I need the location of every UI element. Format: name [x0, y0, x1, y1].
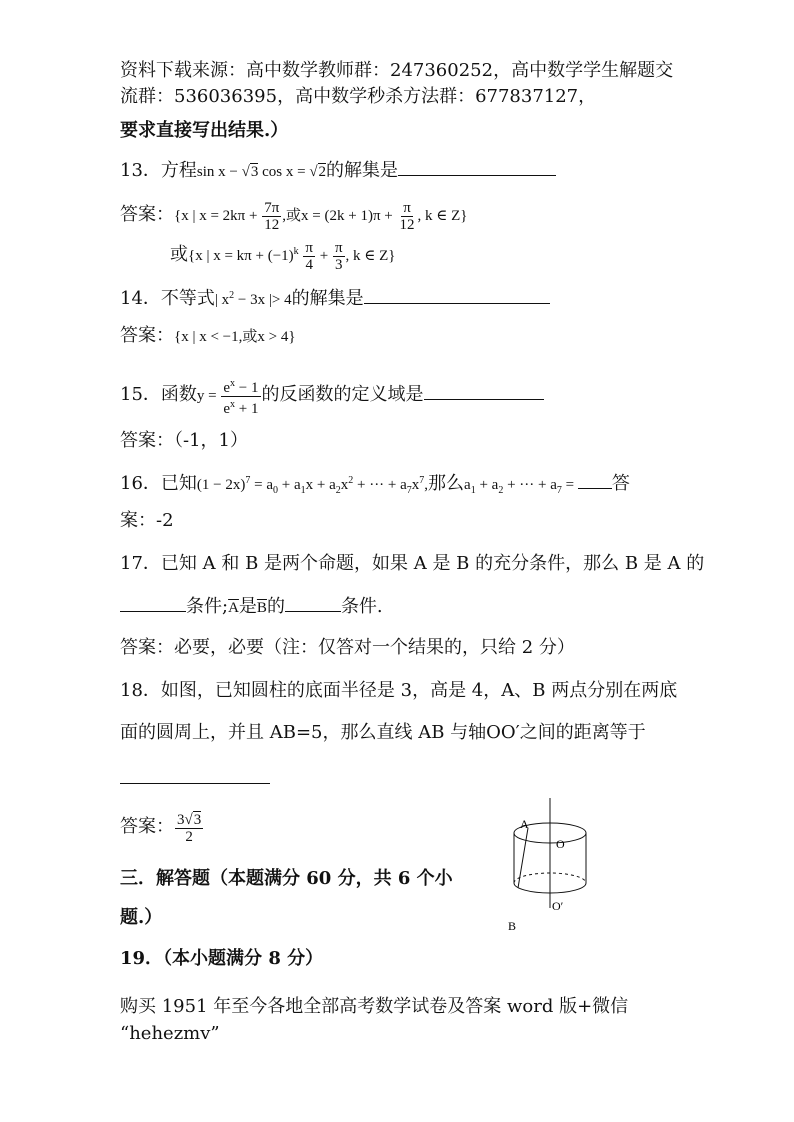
q13-answer-alt [170, 240, 396, 273]
question-18-line-2: 面的圆周上，并且 AB=5，那么直线 AB 与轴OO′之间的距离等于 [120, 722, 646, 743]
q14-prefix: 不等式 [160, 288, 215, 309]
q14-answer [120, 325, 296, 348]
section-intro: 要求直接写出结果.） [120, 120, 289, 141]
q16-answer-blank [578, 474, 612, 489]
q13-answer-formula-1: {x | x = 2kπ + $\frac{7\pi}{12}$ ,或x = (2k + 1)π + $\frac{\pi}{12}$ , k ∈ Z} [174, 200, 468, 233]
question-16 [120, 470, 630, 502]
footer-line-1: 购买 1951 年至今各地全部高考数学试卷及答案 word 版+微信 [120, 996, 629, 1017]
q17-blank-2 [285, 597, 341, 612]
question-14 [120, 285, 550, 311]
question-19-title: 19．（本小题满分 8 分） [120, 948, 324, 969]
label-b: B [508, 919, 517, 933]
section-3-line-2: 题.） [120, 907, 163, 928]
q15-answer-value: （-1，1） [174, 430, 248, 451]
q15-answer [120, 430, 248, 452]
header-line-1: 资料下载来源：高中数学教师群：247360252，高中数学学生解题交 [120, 60, 674, 81]
q13-answer-blank [398, 161, 556, 176]
q16-tail: 答 [611, 473, 630, 494]
answer-label: 答案： [120, 203, 174, 225]
q16-mid: 那么 [428, 473, 465, 494]
answer-label: 答案： [120, 815, 174, 837]
answer-label: 答案： [120, 430, 174, 451]
header-line-2: 流群：536036395，高中数学秒杀方法群：677837127， [120, 86, 597, 107]
q13-suffix: 的解集是 [326, 160, 399, 181]
label-a: A [520, 817, 529, 831]
q18-answer-blank-line [120, 768, 270, 790]
q17-answer: 答案：必要，必要（注：仅答对一个结果的，只给 2 分） [120, 637, 575, 658]
q15-suffix: 的反函数的定义域是 [261, 383, 424, 405]
q17-not-a: $\overline{A}$ [228, 600, 239, 616]
q13-equation: sin x − √3 cos x = √2 [196, 164, 327, 180]
footer-line-2: “hehezmv” [120, 1023, 220, 1044]
section-3-line-1: 三．解答题（本题满分 60 分，共 6 个小 [120, 868, 453, 889]
q17-not-b: $\overline{B}$ [256, 600, 267, 616]
q16-answer: 案：-2 [120, 510, 174, 531]
q15-function: y = $\frac{e^x - 1}{e^x + 1}$ [196, 378, 259, 417]
q16-expansion: $(1 - 2x)^7 = a_0 + a_1x + a_2x^2$ + ··· + $a_7x^7$, [196, 475, 429, 496]
question-17-line-2 [120, 596, 383, 619]
label-o: O [556, 837, 565, 851]
q16-prefix: 已知 [160, 473, 197, 494]
q15-prefix: 函数 [160, 383, 197, 405]
question-18-line-1: 18．如图，已知圆柱的底面半径是 3，高是 4，A、B 两点分别在两底 [120, 680, 678, 701]
q13-answer [120, 200, 467, 233]
q17-de: 的 [266, 596, 285, 617]
q16-sum: $a_1 + a_2$ + ··· + $a_7$ = [464, 477, 578, 496]
q15-answer-blank [424, 385, 544, 400]
q17-cond1: 条件; [186, 596, 229, 617]
q17-cond2: 条件. [340, 596, 383, 617]
q14-number: 14． [120, 288, 161, 309]
question-17-line-1: 17．已知 A 和 B 是两个命题，如果 A 是 B 的充分条件，那么 B 是 A 的 [120, 553, 705, 574]
cylinder-figure [500, 798, 610, 938]
label-o-prime: O′ [552, 899, 564, 913]
q13-number: 13． [120, 160, 161, 181]
q17-is: 是 [238, 596, 257, 617]
q14-inequality: | $x^2 - 3x$ |> 4 [214, 290, 292, 308]
answer-label: 答案： [120, 325, 174, 346]
question-13 [120, 160, 556, 183]
q14-suffix: 的解集是 [291, 288, 364, 309]
q13-prefix: 方程 [160, 160, 197, 181]
q13-alt-prefix: 或 [170, 243, 188, 265]
q14-answer-blank [364, 289, 550, 304]
q17-blank-1 [120, 597, 186, 612]
q16-number: 16． [120, 473, 161, 494]
q18-answer-formula: $\frac{3√3}{2}$ [177, 812, 202, 845]
q13-answer-formula-2: {x | $x = k\pi + (-1)^k$ $\frac{\pi}{4}$ + $\frac{\pi}{3}$ , k ∈ Z} [188, 240, 396, 273]
q18-answer [120, 812, 204, 845]
q15-number: 15． [120, 383, 161, 405]
question-15 [120, 376, 544, 417]
q18-answer-blank [120, 769, 270, 784]
q14-answer-formula: {x | x < −1,或x > 4} [174, 329, 296, 345]
